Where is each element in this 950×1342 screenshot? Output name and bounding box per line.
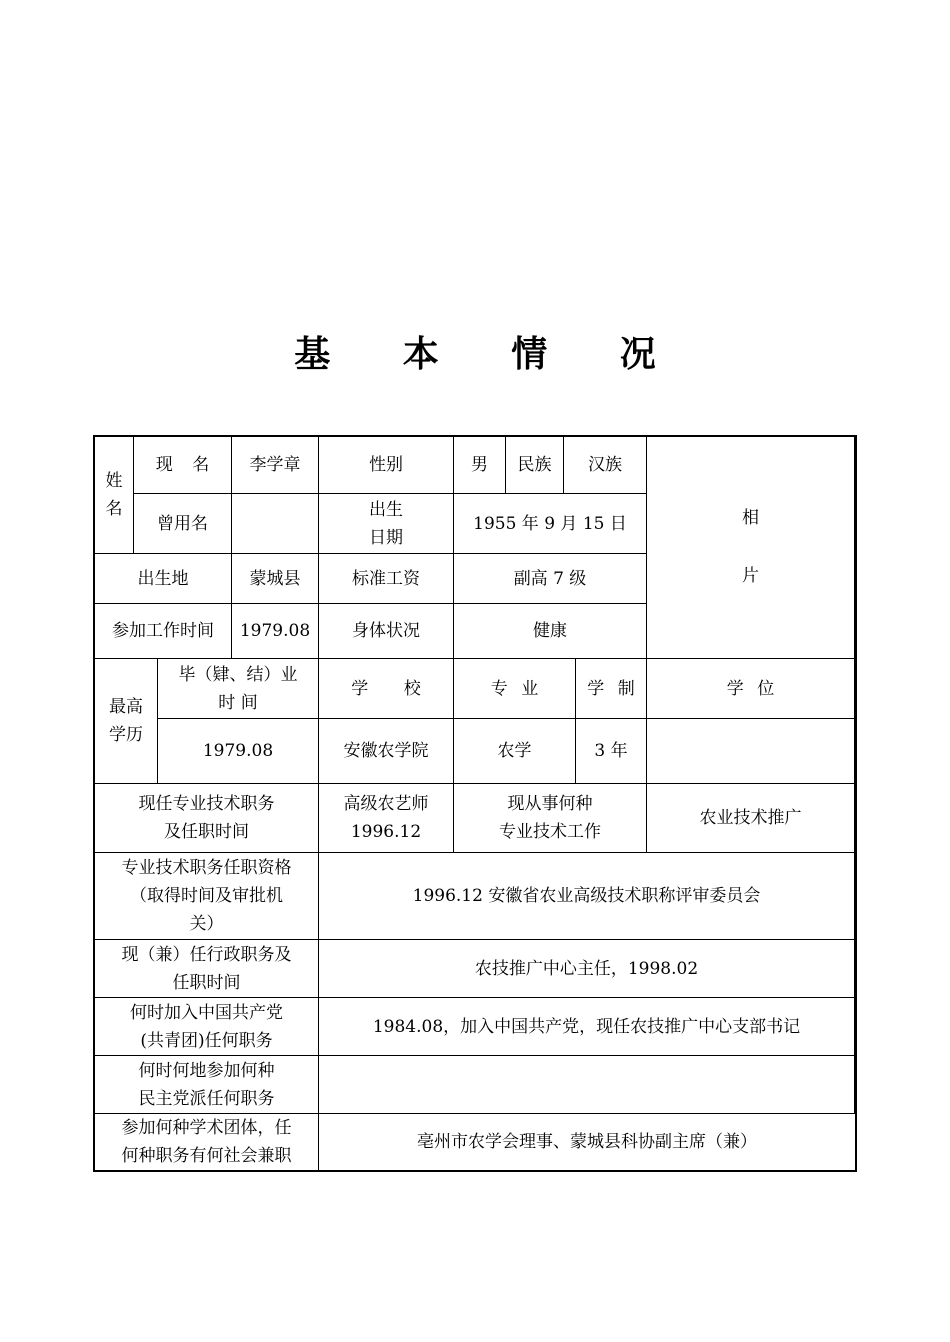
name-group-label: 姓 名: [95, 437, 134, 554]
work-start-label: 参加工作时间: [95, 604, 232, 659]
academic-groups-label: 参加何种学术团体，任 何种职务有何社会兼职: [95, 1114, 319, 1170]
academic-groups-value: 亳州市农学会理事、蒙城县科协副主席（兼）: [417, 1132, 757, 1152]
education-group-label: 最高 学历: [95, 659, 158, 784]
page-title: 基 本 情 况: [294, 334, 686, 375]
democratic-party-label: 何时何地参加何种 民主党派任何职务: [95, 1056, 319, 1114]
birth-date-value: 1955 年 9 月 15 日: [454, 494, 647, 554]
program-length-label: 学 制: [576, 659, 647, 719]
degree-value: [647, 719, 855, 784]
ethnicity-label: 民族: [506, 437, 564, 494]
birth-date-label: 出生 日期: [319, 494, 454, 554]
admin-post-label: 现（兼）任行政职务及 任职时间: [95, 940, 319, 998]
school-value: 安徽农学院: [319, 719, 454, 784]
party-value: 1984.08，加入中国共产党，现任农技推广中心支部书记: [319, 998, 855, 1056]
current-title-label: 现任专业技术职务 及任职时间: [95, 784, 319, 853]
health-value: 健康: [454, 604, 647, 659]
current-work-value: 农业技术推广: [647, 784, 855, 853]
birthplace-value: 蒙城县: [232, 554, 319, 604]
graduation-time-value: 1979.08: [158, 719, 319, 784]
current-work-label: 现从事何种 专业技术工作: [454, 784, 647, 853]
birthplace-label: 出生地: [95, 554, 232, 604]
program-length-value: 3 年: [576, 719, 647, 784]
photo-area: 相 片: [647, 437, 855, 659]
democratic-party-value: [319, 1056, 855, 1114]
former-name-label: 曾用名: [134, 494, 232, 554]
major-label: 专 业: [454, 659, 576, 719]
current-name-value: 李学章: [232, 437, 319, 494]
current-title-value: 高级农艺师 1996.12: [319, 784, 454, 853]
ethnicity-value: 汉族: [564, 437, 647, 494]
current-name-label: 现 名: [134, 437, 232, 494]
school-label: 学 校: [319, 659, 454, 719]
gender-label: 性别: [319, 437, 454, 494]
party-label: 何时加入中国共产党 (共青团)任何职务: [95, 998, 319, 1056]
qualification-value: 1996.12 安徽省农业高级技术职称评审委员会: [319, 853, 855, 940]
work-start-value: 1979.08: [232, 604, 319, 659]
qualification-label: 专业技术职务任职资格 （取得时间及审批机 关）: [95, 853, 319, 940]
major-value: 农学: [454, 719, 576, 784]
admin-post-value: 农技推广中心主任，1998.02: [319, 940, 855, 998]
former-name-value: [232, 494, 319, 554]
degree-label: 学 位: [647, 659, 855, 719]
health-label: 身体状况: [319, 604, 454, 659]
salary-label: 标准工资: [319, 554, 454, 604]
salary-value: 副高 7 级: [454, 554, 647, 604]
gender-value: 男: [454, 437, 506, 494]
graduation-time-label: 毕（肄、结）业 时 间: [158, 659, 319, 719]
